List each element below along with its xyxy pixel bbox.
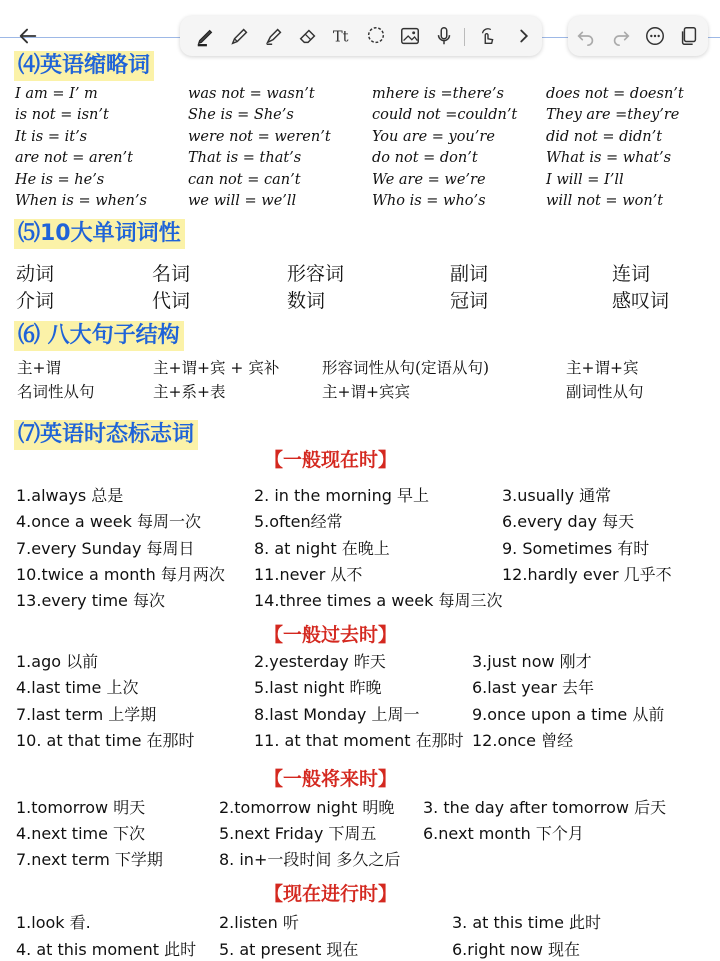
word-class-item: 冠词 xyxy=(450,290,489,312)
highlighter-icon[interactable] xyxy=(262,24,286,48)
section-title-tense-markers: ⑺英语时态标志词 xyxy=(14,420,198,450)
contraction-item: can not = can’t xyxy=(188,171,301,188)
sentence-structure-item: 主+系+表 xyxy=(153,383,226,401)
word-class-item: 连词 xyxy=(612,263,651,285)
contraction-item: That is = that’s xyxy=(188,150,302,167)
sentence-structure-item: 主+谓+宾宾 xyxy=(322,383,410,401)
tense-marker-item: 3. at this time 此时 xyxy=(452,913,602,932)
tense-marker-item: 5.last night 昨晚 xyxy=(254,678,382,698)
pencil-icon[interactable] xyxy=(228,24,252,48)
contraction-item: were not = weren’t xyxy=(188,128,331,145)
contraction-item: do not = don’t xyxy=(372,150,478,167)
more-icon[interactable] xyxy=(643,24,667,48)
contraction-item: What is = what’s xyxy=(546,150,672,167)
tense-marker-item: 8. in+一段时间 多久之后 xyxy=(219,850,401,869)
tense-marker-item: 1.ago 以前 xyxy=(16,652,99,671)
tool-separator xyxy=(464,28,465,46)
tense-marker-item: 6.right now 现在 xyxy=(452,940,581,959)
tense-marker-item: 3. the day after tomorrow 后天 xyxy=(423,798,667,817)
sentence-structure-item: 主+谓+宾 xyxy=(566,359,639,377)
contraction-item: You are = you’re xyxy=(372,128,495,145)
tense-marker-item: 2.yesterday 昨天 xyxy=(254,652,386,671)
tense-marker-item: 4.next time 下次 xyxy=(16,824,146,843)
tense-marker-item: 4.once a week 每周一次 xyxy=(16,512,201,532)
contraction-item: When is = when’s xyxy=(15,193,147,209)
pages-icon[interactable] xyxy=(677,24,701,48)
contraction-item: is not = isn’t xyxy=(15,107,109,124)
word-class-item: 形容词 xyxy=(287,263,345,285)
touch-icon[interactable] xyxy=(476,24,500,48)
tense-marker-item: 4.last time 上次 xyxy=(16,678,139,698)
tense-marker-item: 3.just now 刚才 xyxy=(472,652,592,671)
word-class-item: 副词 xyxy=(450,263,489,285)
section-title-sentence-structures: ⑹ 八大句子结构 xyxy=(14,321,184,351)
contraction-item: does not = doesn’t xyxy=(546,86,684,102)
tense-marker-item: 7.last term 上学期 xyxy=(16,704,157,724)
undo-icon[interactable] xyxy=(574,24,598,48)
tense-marker-item: 13.every time 每次 xyxy=(16,591,165,611)
chevron-right-icon[interactable] xyxy=(512,24,536,48)
contraction-item: She is = She’s xyxy=(188,107,294,124)
heading-simple-future: 【一般将来时】 xyxy=(264,768,398,790)
section-title-contractions: ⑷英语缩略词 xyxy=(14,51,154,81)
pen-icon[interactable] xyxy=(194,24,218,48)
tense-marker-item: 5.often经常 xyxy=(254,512,343,532)
word-class-item: 名词 xyxy=(152,263,191,285)
tense-marker-item: 7.next term 下学期 xyxy=(16,850,163,869)
tense-marker-item: 7.every Sunday 每周日 xyxy=(16,538,195,558)
tense-marker-item: 11.never 从不 xyxy=(254,564,363,584)
redo-icon[interactable] xyxy=(609,24,633,48)
text-icon[interactable] xyxy=(330,24,354,48)
contraction-item: was not = wasn’t xyxy=(188,86,315,102)
tense-marker-item: 14.three times a week 每周三次 xyxy=(254,591,503,611)
tense-marker-item: 1.tomorrow 明天 xyxy=(16,798,146,817)
tense-marker-item: 9.once upon a time 从前 xyxy=(472,704,665,724)
tense-marker-item: 12.once 曾经 xyxy=(472,730,574,750)
word-class-item: 代词 xyxy=(152,290,191,312)
mic-icon[interactable] xyxy=(432,24,456,48)
contraction-item: We are = we’re xyxy=(372,171,486,188)
tense-marker-item: 3.usually 通常 xyxy=(502,486,612,505)
sentence-structure-item: 形容词性从句(定语从句) xyxy=(322,359,490,377)
section-title-parts-of-speech: ⑸10大单词词性 xyxy=(14,219,185,249)
word-class-item: 介词 xyxy=(16,290,55,312)
heading-simple-present: 【一般现在时】 xyxy=(264,449,398,471)
sentence-structure-item: 名词性从句 xyxy=(17,383,95,401)
back-arrow-icon[interactable] xyxy=(16,24,40,48)
sentence-structure-item: 主+谓 xyxy=(17,359,61,377)
lasso-icon[interactable] xyxy=(364,24,388,48)
heading-present-progressive: 【现在进行时】 xyxy=(264,883,398,905)
tense-marker-item: 2.listen 听 xyxy=(219,913,299,932)
tense-marker-item: 5.next Friday 下周五 xyxy=(219,824,377,843)
contraction-item: mhere is =there’s xyxy=(372,86,504,102)
contraction-item: He is = he’s xyxy=(15,171,105,188)
tense-marker-item: 8.last Monday 上周一 xyxy=(254,704,420,724)
sentence-structure-item: 副词性从句 xyxy=(566,383,644,401)
sentence-structure-item: 主+谓+宾 + 宾补 xyxy=(153,359,280,377)
image-icon[interactable] xyxy=(398,24,422,48)
tense-marker-item: 11. at that moment 在那时 xyxy=(254,730,464,750)
contraction-item: I am = I’ m xyxy=(15,86,98,102)
heading-simple-past: 【一般过去时】 xyxy=(264,624,398,646)
tense-marker-item: 6.last year 去年 xyxy=(472,678,594,698)
contraction-item: we will = we’ll xyxy=(188,193,297,209)
eraser-icon[interactable] xyxy=(296,24,320,48)
tense-marker-item: 8. at night 在晚上 xyxy=(254,538,390,558)
svg-text:Tt: Tt xyxy=(332,28,349,46)
contraction-item: could not =couldn’t xyxy=(372,107,518,124)
word-class-item: 感叹词 xyxy=(612,290,670,312)
contraction-item: Who is = who’s xyxy=(372,193,486,209)
contraction-item: are not = aren’t xyxy=(15,150,133,167)
contraction-item: It is = it’s xyxy=(15,128,88,145)
tense-marker-item: 2. in the morning 早上 xyxy=(254,486,430,505)
tense-marker-item: 1.always 总是 xyxy=(16,486,124,505)
contraction-item: I will = I’ll xyxy=(546,171,624,188)
tense-marker-item: 1.look 看. xyxy=(16,913,91,932)
tense-marker-item: 10. at that time 在那时 xyxy=(16,730,195,750)
tense-marker-item: 10.twice a month 每月两次 xyxy=(16,564,225,584)
tense-marker-item: 5. at present 现在 xyxy=(219,940,359,959)
tense-marker-item: 9. Sometimes 有时 xyxy=(502,538,650,558)
tense-marker-item: 12.hardly ever 几乎不 xyxy=(502,564,672,584)
word-class-item: 数词 xyxy=(287,290,326,312)
word-class-item: 动词 xyxy=(16,263,55,285)
tense-marker-item: 2.tomorrow night 明晚 xyxy=(219,798,395,817)
contraction-item: will not = won’t xyxy=(546,193,664,209)
tense-marker-item: 6.every day 每天 xyxy=(502,512,635,532)
tense-marker-item: 6.next month 下个月 xyxy=(423,824,584,843)
contraction-item: did not = didn’t xyxy=(546,128,663,145)
contraction-item: They are =they’re xyxy=(546,107,680,124)
tense-marker-item: 4. at this moment 此时 xyxy=(16,940,197,959)
